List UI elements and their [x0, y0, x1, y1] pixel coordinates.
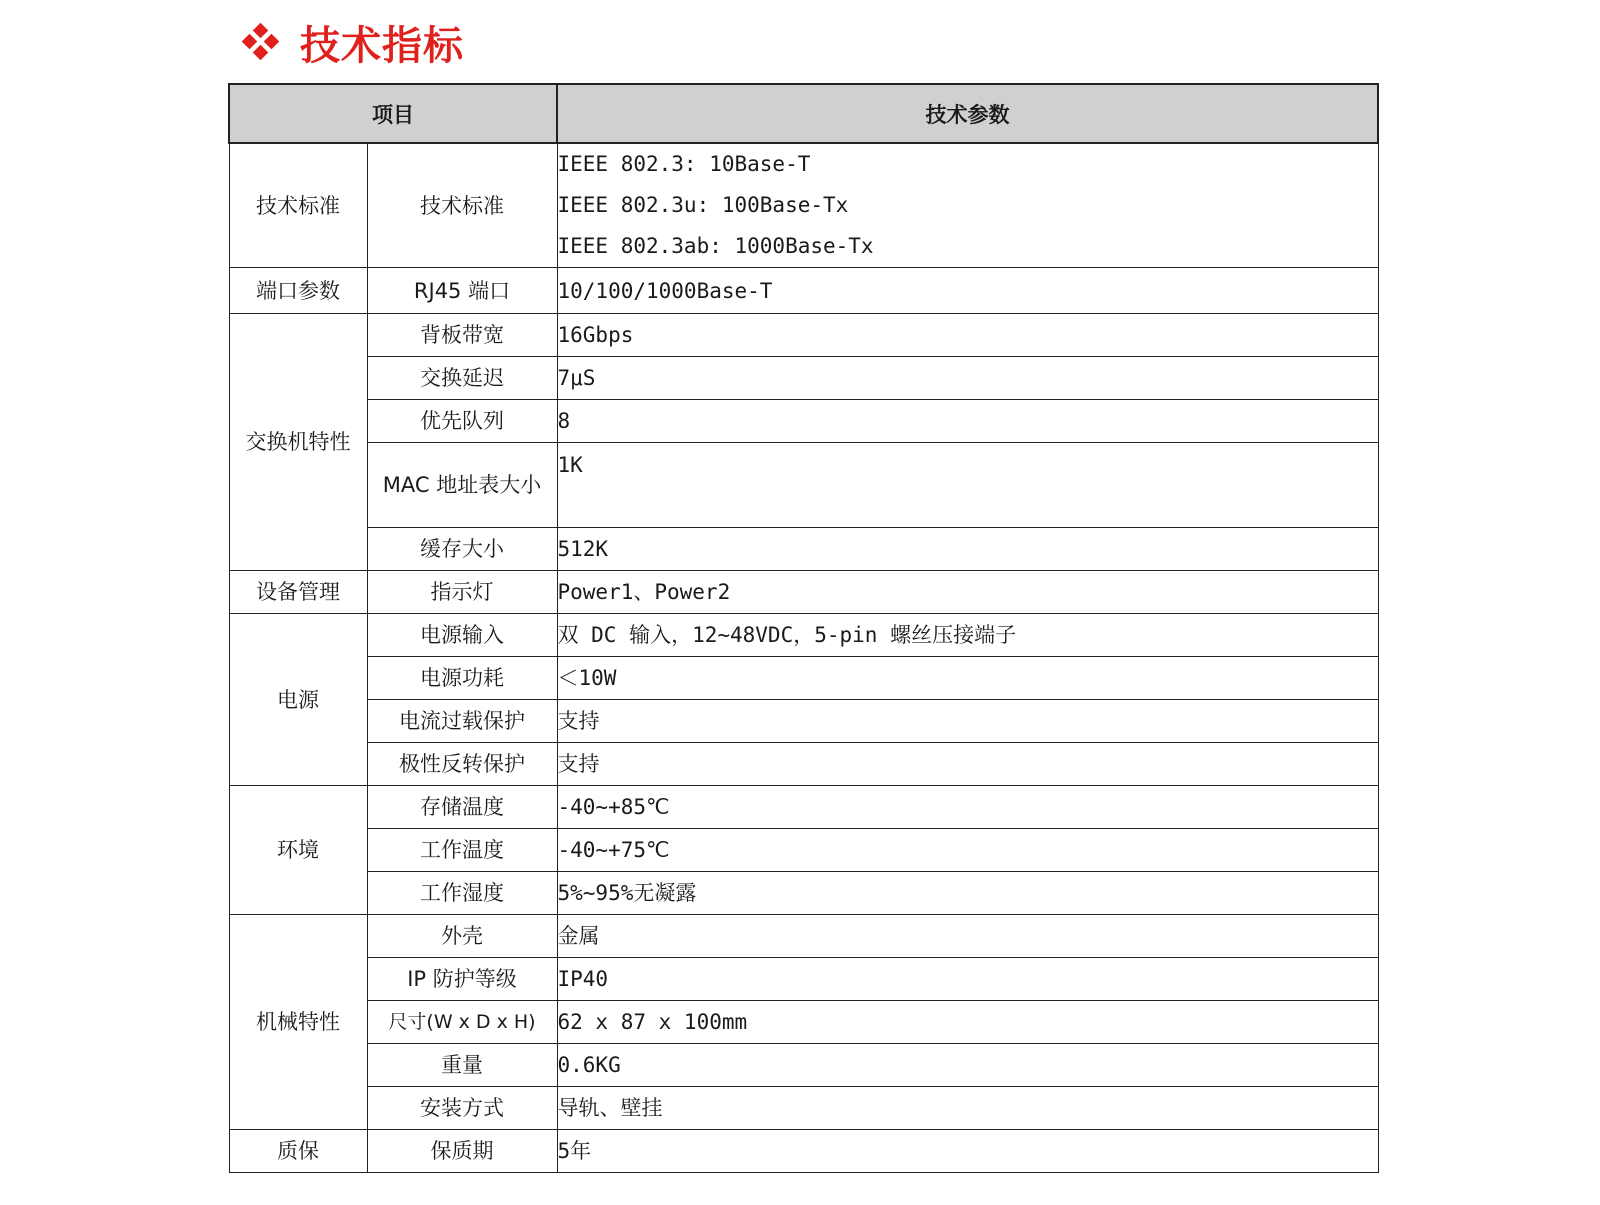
item-cell: 极性反转保护	[367, 743, 557, 786]
value-cell: 8	[557, 400, 1378, 443]
value-line: IEEE 802.3u: 100Base-Tx	[557, 193, 849, 217]
item-cell: 交换延迟	[367, 357, 557, 400]
table-row	[229, 528, 1378, 571]
table-row	[229, 571, 1378, 614]
value-cell: 62 x 87 x 100mm	[557, 1001, 1378, 1044]
table-row	[229, 915, 1378, 958]
table-row	[229, 314, 1378, 357]
value-cell: 10/100/1000Base-T	[557, 268, 1378, 314]
table-row	[229, 1001, 1378, 1044]
item-cell: 存储温度	[367, 786, 557, 829]
value-cell: 16Gbps	[557, 314, 1378, 357]
category-cell: 环境	[229, 786, 367, 915]
value-line: IEEE 802.3ab: 1000Base-Tx	[557, 234, 874, 258]
value-cell: 1K	[557, 443, 1378, 528]
item-cell: 电流过载保护	[367, 700, 557, 743]
table-row	[229, 268, 1378, 314]
item-cell: 指示灯	[367, 571, 557, 614]
category-cell: 电源	[229, 614, 367, 786]
category-cell: 交换机特性	[229, 314, 367, 571]
table-row	[229, 829, 1378, 872]
item-cell: RJ45 端口	[367, 268, 557, 314]
item-cell: 电源功耗	[367, 657, 557, 700]
header-item: 项目	[229, 84, 557, 143]
item-cell: 尺寸(W x D x H)	[367, 1001, 557, 1044]
item-cell: 技术标准	[367, 143, 557, 268]
section-title: 技术指标	[300, 22, 464, 69]
item-cell: 工作湿度	[367, 872, 557, 915]
table-row	[229, 614, 1378, 657]
value-cell: 支持	[557, 743, 1378, 786]
value-cell: 导轨、壁挂	[557, 1087, 1378, 1130]
item-cell: 缓存大小	[367, 528, 557, 571]
value-cell: Power1、Power2	[557, 571, 1378, 614]
table-row	[229, 700, 1378, 743]
diamond-cluster-icon	[244, 25, 278, 59]
value-cell: -40~+85℃	[557, 786, 1378, 829]
item-cell: MAC 地址表大小	[367, 443, 557, 528]
table-row	[229, 657, 1378, 700]
item-cell: 保质期	[367, 1130, 557, 1173]
category-cell: 端口参数	[229, 268, 367, 314]
value-line: IEEE 802.3: 10Base-T	[557, 152, 811, 176]
section-heading	[244, 14, 464, 70]
table-row	[229, 1130, 1378, 1173]
category-cell: 技术标准	[229, 143, 367, 268]
table-header-row	[229, 84, 1378, 143]
item-cell: 外壳	[367, 915, 557, 958]
table-row	[229, 958, 1378, 1001]
category-cell: 设备管理	[229, 571, 367, 614]
value-cell: 双 DC 输入，12~48VDC，5-pin 螺丝压接端子	[557, 614, 1378, 657]
category-cell: 质保	[229, 1130, 367, 1173]
table-row	[229, 443, 1378, 528]
table-row	[229, 872, 1378, 915]
value-cell: 0.6KG	[557, 1044, 1378, 1087]
item-cell: 重量	[367, 1044, 557, 1087]
item-cell: IP 防护等级	[367, 958, 557, 1001]
table-row	[229, 143, 1378, 268]
value-cell: IP40	[557, 958, 1378, 1001]
table-row	[229, 786, 1378, 829]
table-row	[229, 357, 1378, 400]
value-cell	[557, 143, 1378, 268]
category-cell: 机械特性	[229, 915, 367, 1130]
table-row	[229, 1044, 1378, 1087]
table-row	[229, 1087, 1378, 1130]
value-cell: 5年	[557, 1130, 1378, 1173]
item-cell: 电源输入	[367, 614, 557, 657]
item-cell: 工作温度	[367, 829, 557, 872]
spec-table	[228, 83, 1379, 1173]
value-cell: -40~+75℃	[557, 829, 1378, 872]
item-cell: 背板带宽	[367, 314, 557, 357]
value-cell: 5%~95%无凝露	[557, 872, 1378, 915]
value-cell: 金属	[557, 915, 1378, 958]
item-cell: 安装方式	[367, 1087, 557, 1130]
table-row	[229, 743, 1378, 786]
value-cell: 支持	[557, 700, 1378, 743]
value-cell: ＜10W	[557, 657, 1378, 700]
header-params: 技术参数	[557, 84, 1378, 143]
value-cell: 512K	[557, 528, 1378, 571]
table-row	[229, 400, 1378, 443]
item-cell: 优先队列	[367, 400, 557, 443]
value-cell: 7μS	[557, 357, 1378, 400]
